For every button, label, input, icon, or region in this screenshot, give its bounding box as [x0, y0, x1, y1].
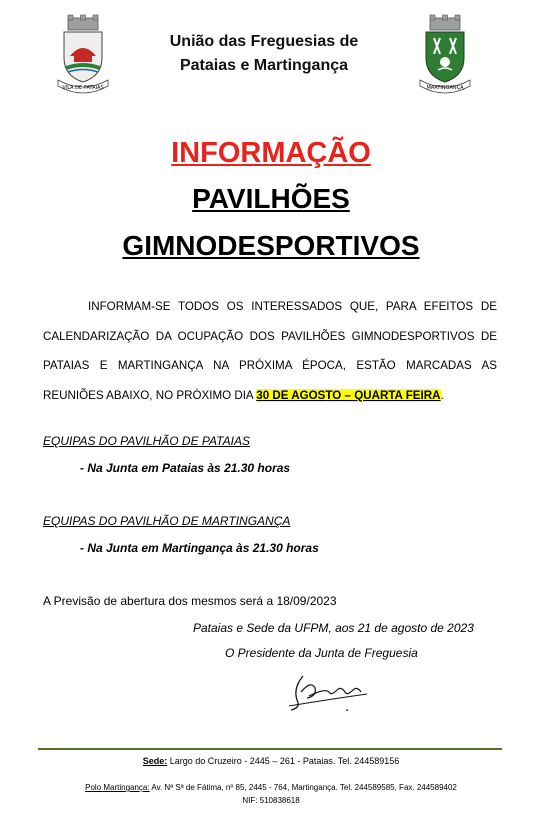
footer-polo: [0, 783, 542, 792]
paragraph-text: INFORMAM-SE TODOS OS INTERESSADOS QUE, PARA EFEITOS DE CALENDARIZAÇÃO DA OCUPAÇÃO DOS PAVILHÕES GIMNODESPORTIVOS DE PATAIAS E MARTINGANÇA NA PRÓXIMA ÉPOCA, ESTÃO MARCADAS AS REUNIÕES ABAIXO, NO PRÓXIMO DIA: [43, 300, 497, 402]
polo-label: Polo Martingança:: [85, 783, 150, 792]
place-date: Pataias e Sede da UFPM, aos 21 de agosto de 2023: [193, 621, 474, 635]
left-crest-label: VILA DE PATAIAS: [62, 85, 104, 91]
signature-image: [285, 670, 375, 715]
title-informacao: INFORMAÇÃO: [171, 137, 371, 169]
footer-sede: [0, 756, 542, 766]
signatory-title: O Presidente da Junta de Freguesia: [225, 646, 418, 660]
team1-heading: EQUIPAS DO PAVILHÃO DE PATAIAS: [43, 434, 250, 448]
team2-item: - Na Junta em Martingança às 21.30 horas: [80, 541, 319, 555]
footer-nif: NIF: 510838618: [242, 796, 300, 805]
sede-text: Largo do Cruzeiro - 2445 – 261 - Pataias. Tel. 244589156: [167, 756, 400, 766]
forecast-text: A Previsão de abertura dos mesmos será a 18/09/2023: [43, 594, 337, 608]
polo-text: Av. Nª Sª de Fátima, nº 85, 2445 - 764, Martingança. Tel. 244589585, Fax. 244589402: [149, 783, 457, 792]
announcement-paragraph: [43, 292, 497, 410]
title-pavilhoes: PAVILHÕES: [192, 183, 350, 214]
org-line-1: União das Freguesias de: [169, 33, 359, 50]
pataias-coat-of-arms-icon: [52, 14, 114, 94]
organization-name: [136, 30, 392, 78]
sede-label: Sede:: [142, 756, 168, 766]
team2-heading: EQUIPAS DO PAVILHÃO DE MARTINGANÇA: [43, 514, 291, 528]
martinganca-coat-of-arms-icon: [414, 14, 476, 94]
title-gimnodesportivos: GIMNODESPORTIVOS: [122, 230, 420, 261]
highlighted-date: 30 DE AGOSTO – QUARTA FEIRA: [256, 388, 441, 402]
org-line-2: Pataias e Martingança: [179, 57, 349, 74]
footer-divider: [38, 748, 502, 750]
right-crest-label: MARTINGANÇA: [426, 85, 464, 91]
team1-item: - Na Junta em Pataias às 21.30 horas: [80, 461, 291, 475]
paragraph-end: .: [440, 388, 444, 402]
